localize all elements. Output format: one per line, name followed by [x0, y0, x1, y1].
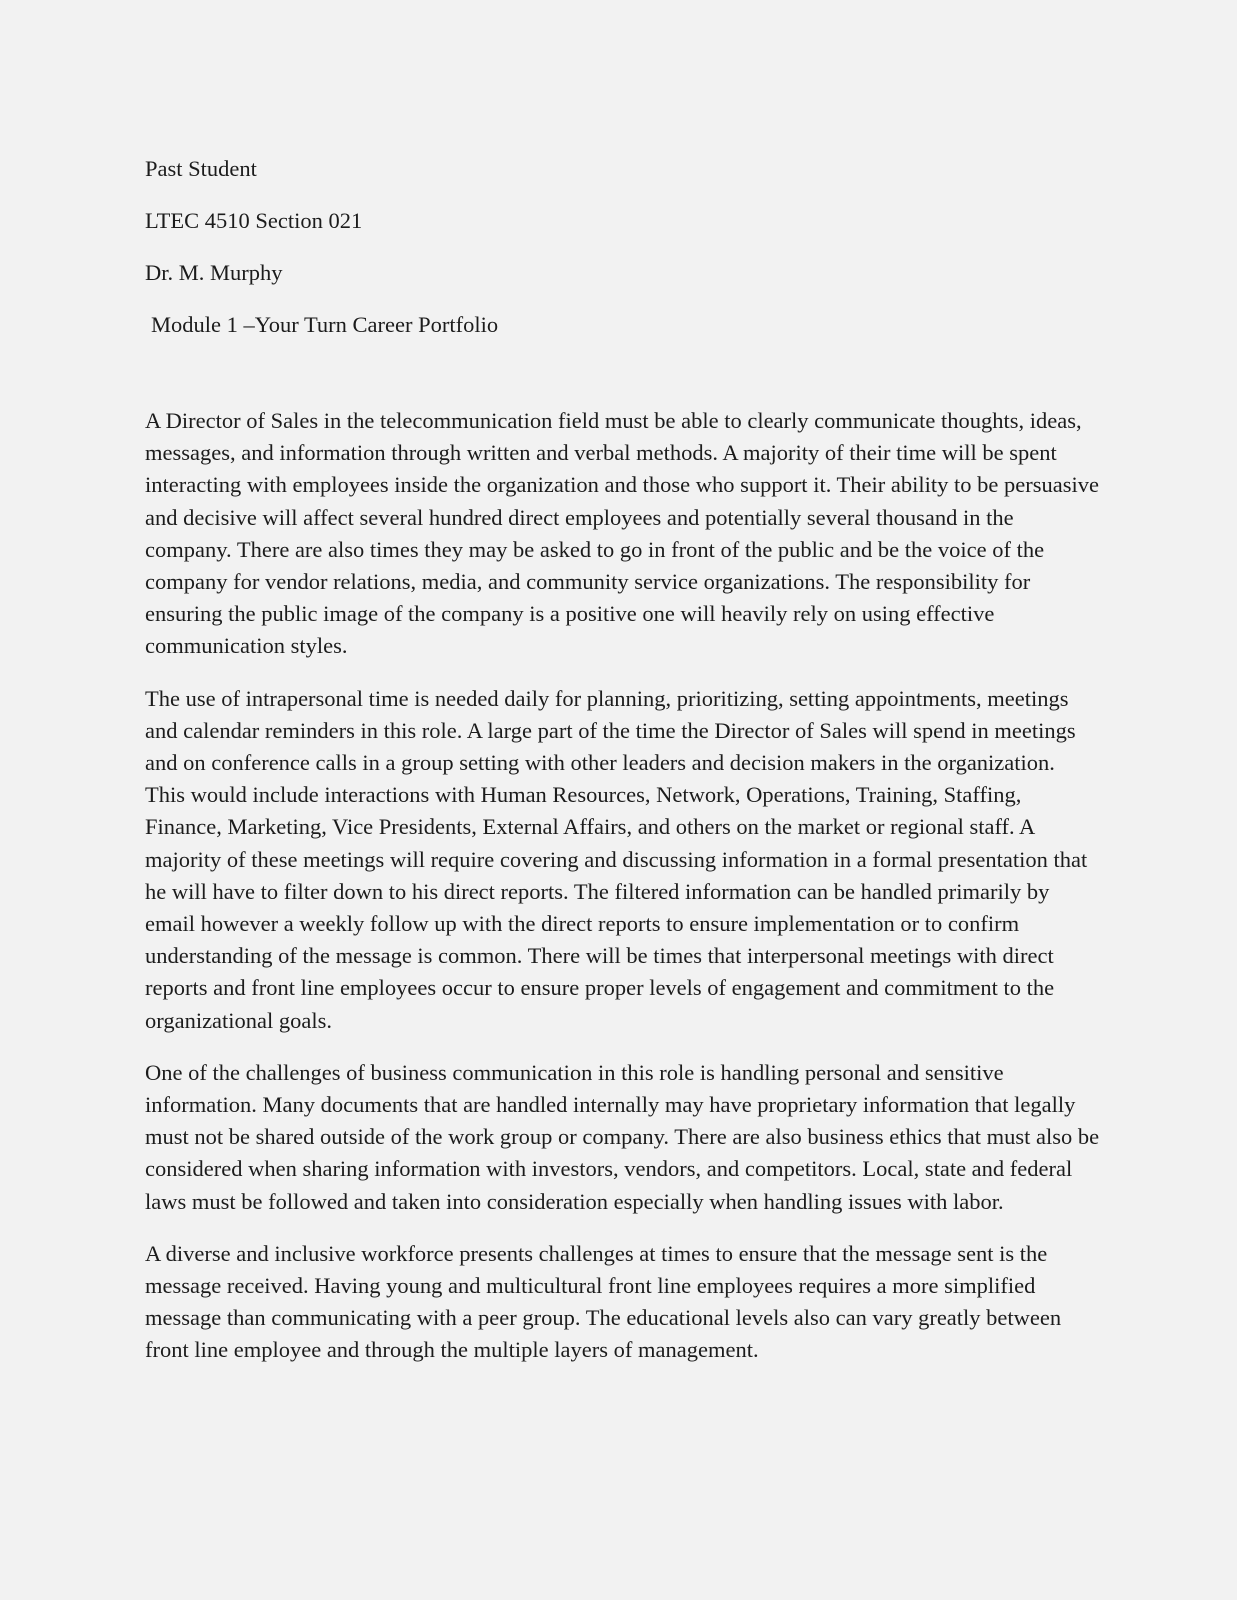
paragraph: The use of intrapersonal time is needed daily for planning, prioritizing, setting appointments, meetings and calendar reminders in this role. A large part of the time the Director of Sales will spend in meetings and on conference calls in a group setting with other leaders and decision makers in the organization. This would include interactions with Human Resources, Network, Operations, Training, Staffing, Finance, Marketing, Vice Presidents, External Affairs, and others on the market or regional staff. A majority of these meetings will require covering and discussing information in a formal presentation that he will have to filter down to his direct reports. The filtered information can be handled primarily by email however a weekly follow up with the direct reports to ensure implementation or to confirm understanding of the message is common. There will be times that interpersonal meetings with direct reports and front line employees occur to ensure proper levels of engagement and commitment to the organizational goals.	[145, 685, 1088, 1033]
student-name: Past Student	[145, 156, 257, 181]
document-body	[145, 405, 1100, 1387]
paragraph: A diverse and inclusive workforce presents challenges at times to ensure that the message sent is the message received. Having young and multicultural front line employees requires a more simplified message than communicating with a peer group. The educational levels also can vary greatly between front line employee and through the multiple layers of management.	[145, 1240, 1062, 1363]
instructor-name: Dr. M. Murphy	[145, 260, 283, 285]
assignment-title: Module 1 –Your Turn Career Portfolio	[151, 312, 499, 337]
paragraph: A Director of Sales in the telecommunication field must be able to clearly communicate thoughts, ideas, messages, and information through written and verbal methods. A majority of their time will be spent interacting with employees inside the organization and those who support it. Their ability to be persuasive and decisive will affect several hundred direct employees and potentially several thousand in the company. There are also times they may be asked to go in front of the public and be the voice of the company for vendor relations, media, and community service organizations. The responsibility for ensuring the public image of the company is a positive one will heavily rely on using effective communication styles.	[145, 408, 1099, 659]
paragraph: One of the challenges of business communication in this role is handling personal and sensitive information. Many documents that are handled internally may have proprietary information that legally must not be shared outside of the work group or company. There are also business ethics that must also be considered when sharing information with investors, vendors, and competitors. Local, state and federal laws must be followed and taken into consideration especially when handling issues with labor.	[145, 1059, 1100, 1214]
course-section: LTEC 4510 Section 021	[145, 208, 363, 233]
document-header	[145, 143, 498, 351]
